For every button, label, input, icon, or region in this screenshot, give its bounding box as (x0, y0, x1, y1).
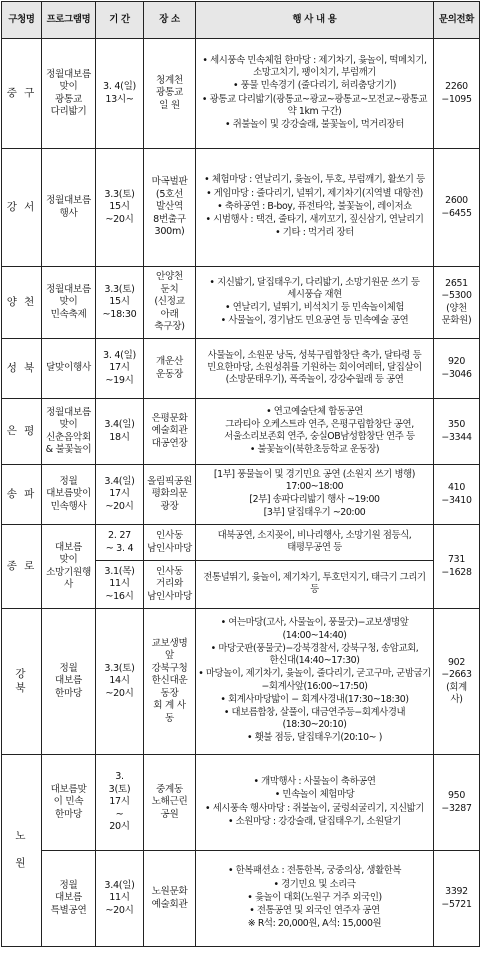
content-item: 전통널뛰기, 윷놀이, 제기차기, 투호던지기, 태극기 그리기 등 (203, 571, 426, 595)
content-item: 사물놀이, 소원문 낭독, 성북구립합창단 축가, 달타령 등 민요한마당, 소원성취를 기원하는 회이여레터, 달집살이(소망문태우기), 폭죽놀이, 강강수월래 등 공연 (207, 349, 422, 386)
content-list (198, 55, 431, 131)
district-cell: 은 평 (2, 399, 42, 465)
events-table (1, 1, 480, 947)
content-list (198, 572, 431, 596)
content-item: • 광통교 다리밟기(광통교~광교~광통교~모전교~광통교 약 1km 구간) (201, 93, 428, 117)
phone-cell: 2260 −1095 (434, 39, 480, 149)
content-list (198, 406, 431, 457)
period-cell: 3.4(일) 18시 (96, 399, 144, 465)
content-item: • 개막행사 : 사물놀이 축하공연 (253, 776, 376, 788)
content-item: • 연고예술단체 합동공연 (266, 405, 363, 417)
period-cell: 3.3(토) 15시 ~20시 (96, 149, 144, 267)
phone-cell: 350 −3344 (434, 399, 480, 465)
content-item: • 체험마당 : 연날리기, 윷놀이, 투호, 부럼깨기, 활쏘기 등 (204, 174, 425, 186)
header-district: 구청명 (2, 2, 42, 39)
content-item: • 세시풍속 행사마당 : 쥐불놀이, 굴렁쇠굴리기, 지신밟기 (205, 802, 424, 814)
period-cell: 2. 27 ~ 3. 4 (96, 525, 144, 561)
content-list (198, 617, 431, 744)
district-cell: 성 북 (2, 339, 42, 399)
phone-cell: 2600 −6455 (434, 149, 480, 267)
phone-cell: 950 −3287 (434, 755, 480, 851)
venue-cell: 교보생명 앞 강북구청 한신대운 동장 회 계 사 동 (144, 609, 196, 755)
content-list (198, 530, 431, 554)
content-cell (196, 465, 434, 525)
table-row (2, 149, 480, 267)
program-cell: 정월 대보름 특별공연 (42, 851, 96, 947)
venue-cell: 안양천 둔치 (신정교 아래 축구장) (144, 267, 196, 339)
table-row (2, 39, 480, 149)
program-cell: 달맞이행사 (42, 339, 96, 399)
district-cell: 종 로 (2, 525, 42, 609)
phone-cell: 410 −3410 (434, 465, 480, 525)
content-item: ※ R석: 20,000원, A석: 15,000원 (247, 918, 382, 930)
content-cell (196, 851, 434, 947)
table-row (2, 267, 480, 339)
period-cell: 3.1(목) 11시 ~16시 (96, 561, 144, 609)
content-item: • 마당굿판(풍물굿)−강북경찰서, 강북구청, 송암교회, 한신대(14:40~17:30) (210, 642, 419, 667)
venue-cell: 올림픽공원 평화의문 광장 (144, 465, 196, 525)
content-item: • 기타 : 먹거리 장터 (275, 227, 354, 239)
header-content: 행 사 내 용 (196, 2, 434, 39)
period-cell: 3.3(토) 14시 ~20시 (96, 609, 144, 755)
content-item: • 대보름합창, 살풀이, 대금연주등−회계사경내(18:30~20:10) (223, 706, 406, 731)
content-item: • 윷놀이 대회(노원구 거주 외국인) (247, 891, 382, 903)
content-cell (196, 267, 434, 339)
content-item: • 전통공연 및 외국인 연주자 공연 (249, 905, 380, 917)
phone-cell: 2651 −5300 (양천 문화원) (434, 267, 480, 339)
venue-cell: 개운산 운동장 (144, 339, 196, 399)
district-cell: 양 천 (2, 267, 42, 339)
header-row (2, 2, 480, 39)
content-list (198, 776, 431, 828)
content-item: • 불꽃놀이(북한초등학교 운동장) (249, 444, 380, 456)
period-cell: 3. 4(일) 17시 ~19시 (96, 339, 144, 399)
content-item: • 민속놀이 체험마당 (274, 789, 355, 801)
content-item: [1부] 풍물놀이 및 경기민요 공연 (소원지 쓰기 병행) 17:00~18:00 (213, 468, 416, 492)
program-cell: 대보름 맞이 소망기원행 사 (42, 525, 96, 609)
period-cell: 3.4(일) 11시 ~20시 (96, 851, 144, 947)
content-item: • 세시풍속 민속체험 한마당 : 제기차기, 윷놀이, 떡메치기, 소망고치기, 팽이치기, 부럼깨기 (202, 54, 427, 79)
content-item: • 풍물 민속경기 (줄다리기, 허리춤당기기) (232, 80, 397, 92)
content-item: [3부] 달집태우기 ~20:00 (263, 507, 366, 519)
content-item: • 한복패션쇼 : 전통한복, 궁중의상, 생활한복 (227, 865, 402, 877)
period-cell: 3. 4(일) 13시~ (96, 39, 144, 149)
content-cell (196, 39, 434, 149)
content-cell (196, 609, 434, 755)
district-cell: 송 파 (2, 465, 42, 525)
content-item: 그라티아 오케스트라 연주, 은평구립합창단 공연, 서울소리보존회 연주, 숭실OB남성합창단 연주 등 (224, 418, 415, 442)
header-phone: 문의전화 (434, 2, 480, 39)
venue-cell: 인사동 거리와 남인사마당 (144, 561, 196, 609)
content-item: • 지신밟기, 달집태우기, 다리밟기, 소망기원문 쓰기 등 세시풍습 재현 (209, 276, 420, 300)
content-item: • 마당놀이, 제기차기, 윷놀이, 줄다리기, 굳고구마, 군밤굽기−회계사앞(16:00~17:50) (198, 668, 431, 692)
header-venue: 장 소 (144, 2, 196, 39)
content-cell (196, 399, 434, 465)
content-cell (196, 149, 434, 267)
district-cell: 강 북 (2, 609, 42, 755)
content-list (198, 865, 431, 930)
phone-cell: 920 −3046 (434, 339, 480, 399)
period-cell: 3.4(일) 17시 ~20시 (96, 465, 144, 525)
content-item: [2부] 송파다리밟기 행사 ~19:00 (249, 494, 380, 505)
table-row (2, 399, 480, 465)
district-cell: 강 서 (2, 149, 42, 267)
header-period: 기 간 (96, 2, 144, 39)
content-item: • 축하공연 : B-boy, 퓨전타악, 불꽃놀이, 레이저쇼 (217, 200, 412, 212)
content-item: • 회계사마당밟이 − 회계사경내(17:30~18:30) (220, 693, 409, 705)
program-cell: 대보름맞 이 민속 한마당 (42, 755, 96, 851)
venue-cell: 마곡벌판 (5호선 발산역 8번출구 300m) (144, 149, 196, 267)
venue-cell: 은평문화 예술회관 대공연장 (144, 399, 196, 465)
content-cell (196, 339, 434, 399)
header-program: 프로그램명 (42, 2, 96, 39)
program-cell: 정월 대보름 한마당 (42, 609, 96, 755)
venue-cell: 청계천 광통교 일 원 (144, 39, 196, 149)
content-cell (196, 755, 434, 851)
content-item: • 쥐불놀이 및 강강술래, 불꽃놀이, 먹거리장터 (224, 118, 404, 130)
content-list (198, 350, 431, 387)
content-list (198, 277, 431, 328)
content-list (198, 174, 431, 239)
content-cell (196, 561, 434, 609)
content-item: • 시범행사 : 택견, 줄타기, 새끼꼬기, 짚신삼기, 연날리기 (205, 214, 424, 226)
venue-cell: 중계동 노해근린 공원 (144, 755, 196, 851)
period-cell: 3. 3(토) 17시 ~ 20시 (96, 755, 144, 851)
phone-cell: 902 −2663 (회계 사) (434, 609, 480, 755)
content-item: 대북공연, 소지꽂이, 비나리행사, 소망기원 점등식, 태평무공연 등 (217, 529, 412, 553)
content-item: • 게임마당 : 줄다리기, 널뛰기, 제기차기(지역별 대항전) (206, 187, 423, 199)
content-item: • 경기민요 및 소리극 (273, 878, 356, 890)
content-item: • 횃불 점등, 달집태우기(20:10~ ) (247, 732, 382, 744)
table-row (2, 609, 480, 755)
period-cell: 3.3(토) 15시 ~18:30 (96, 267, 144, 339)
venue-cell: 인사동 남인사마당 (144, 525, 196, 561)
phone-cell: 3392 −5721 (434, 851, 480, 947)
table-row (2, 755, 480, 851)
content-item: • 여는마당(고사, 사물놀이, 풍물굿)−교보생명앞(14:00~14:40) (220, 617, 409, 641)
program-cell: 정월대보름 맞이 광통교 다리밟기 (42, 39, 96, 149)
table-row (2, 465, 480, 525)
phone-cell: 731 −1628 (434, 525, 480, 609)
content-item: • 사물놀이, 경기남도 민요공연 등 민속예술 공연 (220, 315, 409, 327)
table-row (2, 851, 480, 947)
program-cell: 정월대보름 맞이 신춘음악회 & 불꽃놀이 (42, 399, 96, 465)
content-item: • 연날리기, 널뛰기, 비석치기 등 민속놀이체험 (224, 302, 404, 313)
district-cell: 노 원 (2, 755, 42, 947)
district-cell: 중 구 (2, 39, 42, 149)
program-cell: 정월대보름 맞이 민속축제 (42, 267, 96, 339)
content-list (198, 469, 431, 520)
table-row (2, 525, 480, 561)
content-cell (196, 525, 434, 561)
content-item: • 소원마당 : 강강술래, 달집태우기, 소원달기 (227, 815, 402, 827)
program-cell: 정월대보름 행사 (42, 149, 96, 267)
table-row (2, 339, 480, 399)
venue-cell: 노원문화 예술회관 (144, 851, 196, 947)
program-cell: 정월 대보름맞이 민속행사 (42, 465, 96, 525)
